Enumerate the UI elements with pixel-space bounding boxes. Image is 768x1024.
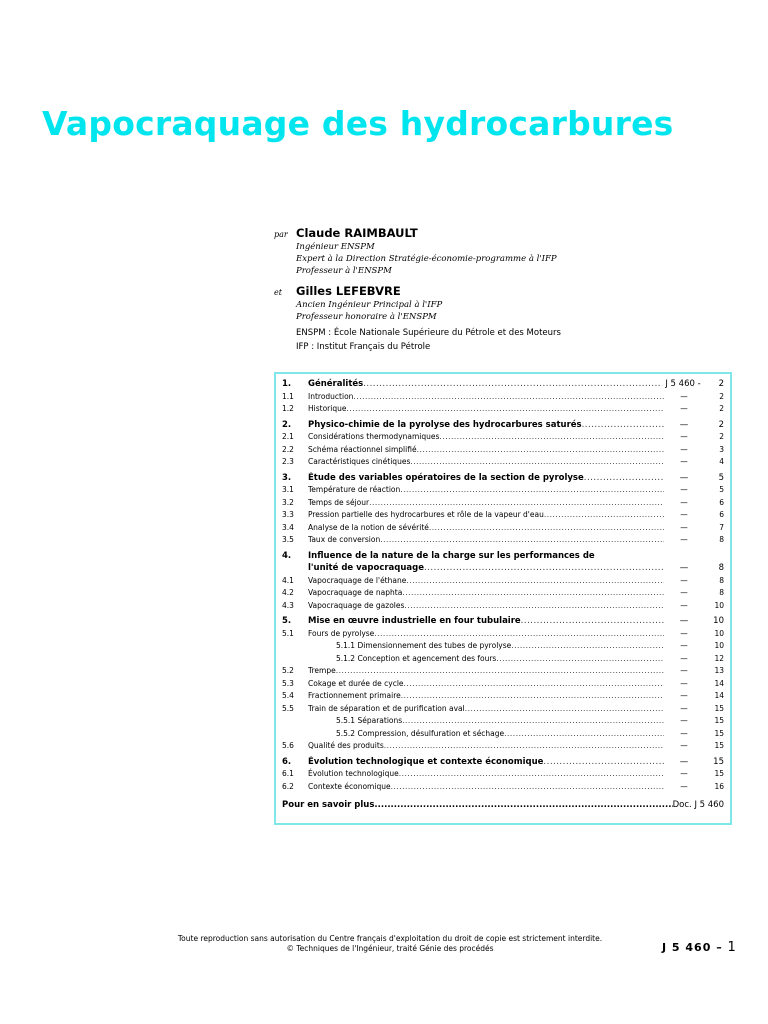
- toc-entry-page: 8: [719, 535, 724, 544]
- toc-entry[interactable]: [282, 600, 724, 613]
- toc-leader-dots: [439, 431, 664, 444]
- toc-leader-dots: [380, 534, 664, 547]
- toc-entry-ref: J 5 460 -: [665, 379, 701, 389]
- toc-entry[interactable]: [282, 444, 724, 457]
- toc-entry-label: Trempe: [308, 666, 336, 675]
- toc-section[interactable]: [282, 378, 724, 391]
- toc-entry-label-continued: l'unité de vapocraquage: [308, 563, 425, 573]
- toc-entry-label: Fours de pyrolyse: [308, 628, 375, 638]
- toc-leader-dots: [369, 497, 664, 510]
- toc-entry-label: Train de séparation et de purification aval: [308, 703, 465, 713]
- toc-entry[interactable]: [282, 431, 724, 444]
- toc-further-reading-ref: Doc. J 5 460: [672, 800, 724, 810]
- toc-entry-page: 15: [714, 769, 724, 778]
- toc-entry[interactable]: [282, 484, 724, 497]
- toc-leader-dots: [399, 768, 664, 781]
- toc-entry-label: Vapocraquage de l'éthane: [308, 575, 407, 585]
- author-entry: [274, 222, 734, 277]
- toc-entry-number: 5.2: [282, 666, 294, 675]
- toc-entry[interactable]: [282, 690, 724, 703]
- table-of-contents: [274, 372, 732, 825]
- toc-entry-ref: —: [679, 419, 689, 430]
- toc-entry-number: 4.: [282, 550, 292, 561]
- toc-entry-page: 5: [718, 472, 724, 483]
- toc-entry-page: 2: [719, 432, 724, 441]
- abbreviations-block: [296, 327, 561, 354]
- toc-entry-ref: —: [680, 653, 688, 663]
- toc-entry-ref: —: [680, 391, 688, 401]
- toc-entry-number: 6.1: [282, 769, 294, 778]
- abbreviation-ifp: IFP : Institut Français du Pétrole: [296, 341, 431, 352]
- toc-entry-ref: —: [679, 472, 689, 483]
- toc-entry-number: 5.1: [282, 628, 294, 638]
- toc-leader-dots: [384, 740, 664, 753]
- toc-entry-label: Historique: [308, 404, 347, 413]
- toc-entry-continuation[interactable]: [282, 562, 724, 575]
- toc-entry[interactable]: [282, 781, 724, 794]
- toc-entry-ref: —: [680, 741, 688, 750]
- author-role: Ancien Ingénieur Principal à l'IFP: [296, 300, 443, 310]
- toc-entry-label: Mise en œuvre industrielle en four tubulaire: [308, 616, 521, 626]
- toc-entry-label: Étude des variables opératoires de la section de pyrolyse: [308, 472, 584, 483]
- toc-entry-number: 1.2: [282, 404, 294, 413]
- author-prefix: et: [274, 288, 282, 297]
- toc-entry-page: 4: [719, 457, 724, 466]
- toc-entry[interactable]: [282, 534, 724, 547]
- toc-entry-page: 3: [719, 444, 724, 454]
- abbreviation-enspm: ENSPM : École Nationale Supérieure du Pétrole et des Moteurs: [296, 328, 561, 338]
- toc-entry-label: 5.5.2 Compression, désulfuration et séchage: [336, 728, 505, 738]
- toc-entry-number: 3.3: [282, 510, 294, 519]
- author-role: Professeur honoraire à l'ENSPM: [296, 312, 437, 322]
- toc-entry-label: Contexte économique: [308, 781, 391, 791]
- toc-entry-page: 2: [718, 419, 724, 430]
- toc-entry-page: 7: [719, 522, 724, 532]
- toc-entry-ref: —: [680, 703, 688, 713]
- toc-entry-page: 15: [714, 703, 724, 713]
- toc-entry-ref: —: [680, 641, 688, 650]
- toc-entry[interactable]: [282, 575, 724, 588]
- toc-leader-dots: [511, 640, 664, 653]
- toc-entry-page: 12: [714, 653, 724, 663]
- toc-entry-label: Introduction: [308, 391, 354, 401]
- document-title: Vapocraquage des hydrocarbures: [42, 104, 674, 143]
- toc-entry-page: 10: [714, 628, 724, 638]
- toc-entry[interactable]: [282, 740, 724, 753]
- toc-entry-number: 2.2: [282, 444, 294, 454]
- page-reference: [662, 940, 737, 955]
- toc-entry-number: 4.3: [282, 600, 294, 610]
- toc-entry-page: 5: [719, 485, 724, 494]
- toc-entry-ref: —: [680, 432, 688, 441]
- toc-entry-page: 8: [719, 575, 724, 585]
- toc-entry-ref: —: [680, 485, 688, 494]
- toc-entry-label: 5.1.1 Dimensionnement des tubes de pyrolyse: [336, 641, 512, 650]
- toc-further-reading[interactable]: [282, 799, 724, 811]
- toc-rows: [282, 378, 724, 793]
- toc-entry[interactable]: [282, 628, 724, 641]
- toc-entry-ref: —: [680, 769, 688, 778]
- toc-entry-ref: —: [680, 600, 688, 610]
- toc-leader-dots: [363, 378, 662, 391]
- toc-entry-number: 1.1: [282, 391, 294, 401]
- toc-entry[interactable]: [282, 715, 724, 728]
- toc-entry[interactable]: [282, 403, 724, 416]
- toc-entry[interactable]: [282, 640, 724, 653]
- toc-entry-page: 6: [719, 510, 724, 519]
- toc-entry-page: 15: [713, 756, 724, 767]
- authors-block: [274, 222, 734, 323]
- toc-entry-label: Temps de séjour: [308, 497, 370, 507]
- toc-leader-dots: [346, 403, 664, 416]
- toc-leader-dots: [417, 444, 664, 457]
- toc-entry-label: Cokage et durée de cycle: [308, 678, 404, 688]
- toc-entry-label: Caractéristiques cinétiques: [308, 457, 411, 466]
- toc-entry-label: Vapocraquage de gazoles: [308, 600, 405, 610]
- toc-entry-number: 2.: [282, 419, 292, 430]
- toc-entry-number: 4.2: [282, 588, 294, 597]
- toc-entry-ref: —: [680, 535, 688, 544]
- toc-entry-label: Température de réaction: [308, 485, 401, 494]
- toc-entry-ref: —: [680, 444, 688, 454]
- toc-entry-page: 13: [714, 666, 724, 675]
- toc-entry-page: 10: [714, 641, 724, 650]
- toc-leader-dots: [429, 522, 664, 535]
- toc-section[interactable]: [282, 419, 724, 432]
- toc-leader-dots: [496, 653, 664, 666]
- copyright-notice: [130, 934, 650, 954]
- toc-entry-label: Évolution technologique et contexte économique: [308, 756, 544, 767]
- toc-entry-ref: —: [680, 510, 688, 519]
- toc-entry-number: 2.3: [282, 457, 294, 466]
- toc-leader-dots: [521, 615, 664, 628]
- toc-section[interactable]: [282, 472, 724, 485]
- toc-leader-dots: [543, 756, 664, 769]
- toc-leader-dots: [401, 690, 664, 703]
- toc-leader-dots: [400, 484, 664, 497]
- toc-further-reading-label: Pour en savoir plus: [282, 800, 375, 810]
- toc-entry-number: 6.: [282, 756, 292, 767]
- toc-entry[interactable]: [282, 587, 724, 600]
- toc-entry-page: 10: [714, 600, 724, 610]
- toc-entry-label: Vapocraquage de naphta: [308, 588, 403, 597]
- toc-entry-number: 3.5: [282, 535, 294, 544]
- author-role: Ingénieur ENSPM: [296, 242, 375, 252]
- toc-entry-label: Évolution technologique: [308, 769, 399, 778]
- toc-leader-dots: [402, 715, 664, 728]
- publisher-line: © Techniques de l'Ingénieur, traité Génie des procédés: [286, 944, 494, 953]
- toc-entry-label: Analyse de la notion de sévérité: [308, 522, 429, 532]
- author-name: Gilles LEFEBVRE: [296, 284, 401, 298]
- toc-entry[interactable]: [282, 522, 724, 535]
- toc-leader-dots: [404, 600, 664, 613]
- toc-leader-dots: [353, 391, 664, 404]
- toc-entry-ref: —: [680, 678, 688, 688]
- toc-entry-label: Pression partielle des hydrocarbures et rôle de la vapeur d'eau: [308, 510, 544, 519]
- author-entry: [274, 280, 734, 323]
- toc-entry-label: Influence de la nature de la charge sur les performances de: [308, 550, 595, 561]
- toc-entry[interactable]: [282, 391, 724, 404]
- toc-entry-label: Considérations thermodynamiques: [308, 432, 440, 441]
- toc-entry-page: 15: [714, 716, 724, 725]
- toc-entry-page: 8: [718, 563, 724, 573]
- toc-entry-number: 3.: [282, 472, 292, 483]
- toc-entry-number: 3.1: [282, 485, 294, 494]
- toc-leader-dots: [391, 781, 664, 794]
- toc-entry-ref: —: [680, 716, 688, 725]
- toc-entry-ref: —: [680, 457, 688, 466]
- page-ref-code: J 5 460 –: [662, 941, 723, 954]
- toc-entry-number: 1.: [282, 379, 292, 389]
- toc-entry-label: 5.5.1 Séparations: [336, 716, 403, 725]
- toc-leader-dots: [404, 678, 664, 691]
- toc-entry[interactable]: [282, 703, 724, 716]
- toc-entry-ref: —: [680, 781, 688, 791]
- toc-entry-number: 2.1: [282, 432, 294, 441]
- author-name: Claude RAIMBAULT: [296, 226, 418, 240]
- toc-entry-label: 5.1.2 Conception et agencement des fours: [336, 653, 497, 663]
- toc-entry-label: Généralités: [308, 379, 364, 389]
- toc-leader-dots: [424, 562, 664, 575]
- toc-entry-number: 4.1: [282, 575, 294, 585]
- copyright-line: Toute reproduction sans autorisation du Centre français d'exploitation du droit de copie est strictement interdite.: [177, 934, 603, 943]
- toc-entry-ref: —: [680, 497, 688, 507]
- toc-entry[interactable]: [282, 768, 724, 781]
- toc-leader-dots: [402, 587, 664, 600]
- toc-leader-dots: [582, 419, 664, 432]
- toc-entry-number: 3.4: [282, 522, 294, 532]
- toc-section[interactable]: [282, 756, 724, 769]
- toc-entry-ref: —: [680, 575, 688, 585]
- toc-entry-number: 5.4: [282, 691, 294, 700]
- toc-entry-page: 2: [719, 391, 724, 401]
- toc-entry[interactable]: [282, 653, 724, 666]
- toc-entry-number: 5.5: [282, 703, 294, 713]
- toc-leader-dots: [410, 456, 664, 469]
- toc-entry-ref: —: [679, 563, 689, 573]
- toc-entry-number: 5.6: [282, 741, 294, 750]
- toc-entry-label: Fractionnement primaire: [308, 691, 401, 700]
- toc-leader-dots: [504, 728, 664, 741]
- toc-entry-ref: —: [680, 691, 688, 700]
- toc-leader-dots: [465, 703, 664, 716]
- toc-leader-dots: [544, 509, 664, 522]
- toc-entry[interactable]: [282, 728, 724, 741]
- toc-section[interactable]: [282, 615, 724, 628]
- toc-entry-ref: —: [680, 666, 688, 675]
- toc-entry[interactable]: [282, 665, 724, 678]
- toc-entry-number: 5.: [282, 616, 292, 626]
- toc-entry-label: Qualité des produits: [308, 741, 384, 750]
- toc-entry[interactable]: [282, 509, 724, 522]
- page-number: 1: [727, 940, 737, 955]
- toc-entry-page: 14: [714, 678, 724, 688]
- toc-entry-page: 14: [714, 691, 724, 700]
- toc-entry[interactable]: [282, 678, 724, 691]
- toc-entry-ref: —: [679, 616, 689, 626]
- toc-entry-page: 15: [714, 728, 724, 738]
- author-prefix: par: [274, 230, 288, 239]
- toc-entry-page: 8: [719, 588, 724, 597]
- toc-entry-label: Physico-chimie de la pyrolyse des hydrocarbures saturés: [308, 419, 582, 430]
- toc-entry-ref: —: [680, 404, 688, 413]
- toc-entry-ref: —: [680, 588, 688, 597]
- toc-entry-page: 10: [713, 616, 724, 626]
- toc-leader-dots: [406, 575, 664, 588]
- toc-entry-page: 16: [714, 781, 724, 791]
- author-role: Professeur à l'ENSPM: [296, 266, 392, 276]
- toc-entry-page: 6: [719, 497, 724, 507]
- toc-entry-label: Schéma réactionnel simplifié: [308, 444, 417, 454]
- toc-entry-ref: —: [679, 756, 689, 767]
- author-line: [274, 280, 734, 299]
- toc-entry-number: 6.2: [282, 781, 294, 791]
- toc-entry[interactable]: [282, 497, 724, 510]
- toc-entry-ref: —: [680, 728, 688, 738]
- toc-entry-page: 15: [714, 741, 724, 750]
- toc-entry-label: Taux de conversion: [308, 535, 381, 544]
- toc-entry[interactable]: [282, 456, 724, 469]
- toc-entry-number: 5.3: [282, 678, 294, 688]
- toc-entry-page: 2: [718, 379, 724, 389]
- toc-leader-dots: [584, 472, 664, 485]
- toc-entry-page: 2: [719, 404, 724, 413]
- toc-entry[interactable]: [282, 550, 724, 563]
- toc-entry-ref: —: [680, 522, 688, 532]
- author-line: [274, 222, 734, 241]
- toc-entry-number: 3.2: [282, 497, 294, 507]
- toc-leader-dots: [374, 799, 672, 811]
- toc-leader-dots: [374, 628, 664, 641]
- author-role: Expert à la Direction Stratégie-économie-programme à l'IFP: [296, 254, 557, 264]
- toc-leader-dots: [336, 665, 664, 678]
- toc-entry-ref: —: [680, 628, 688, 638]
